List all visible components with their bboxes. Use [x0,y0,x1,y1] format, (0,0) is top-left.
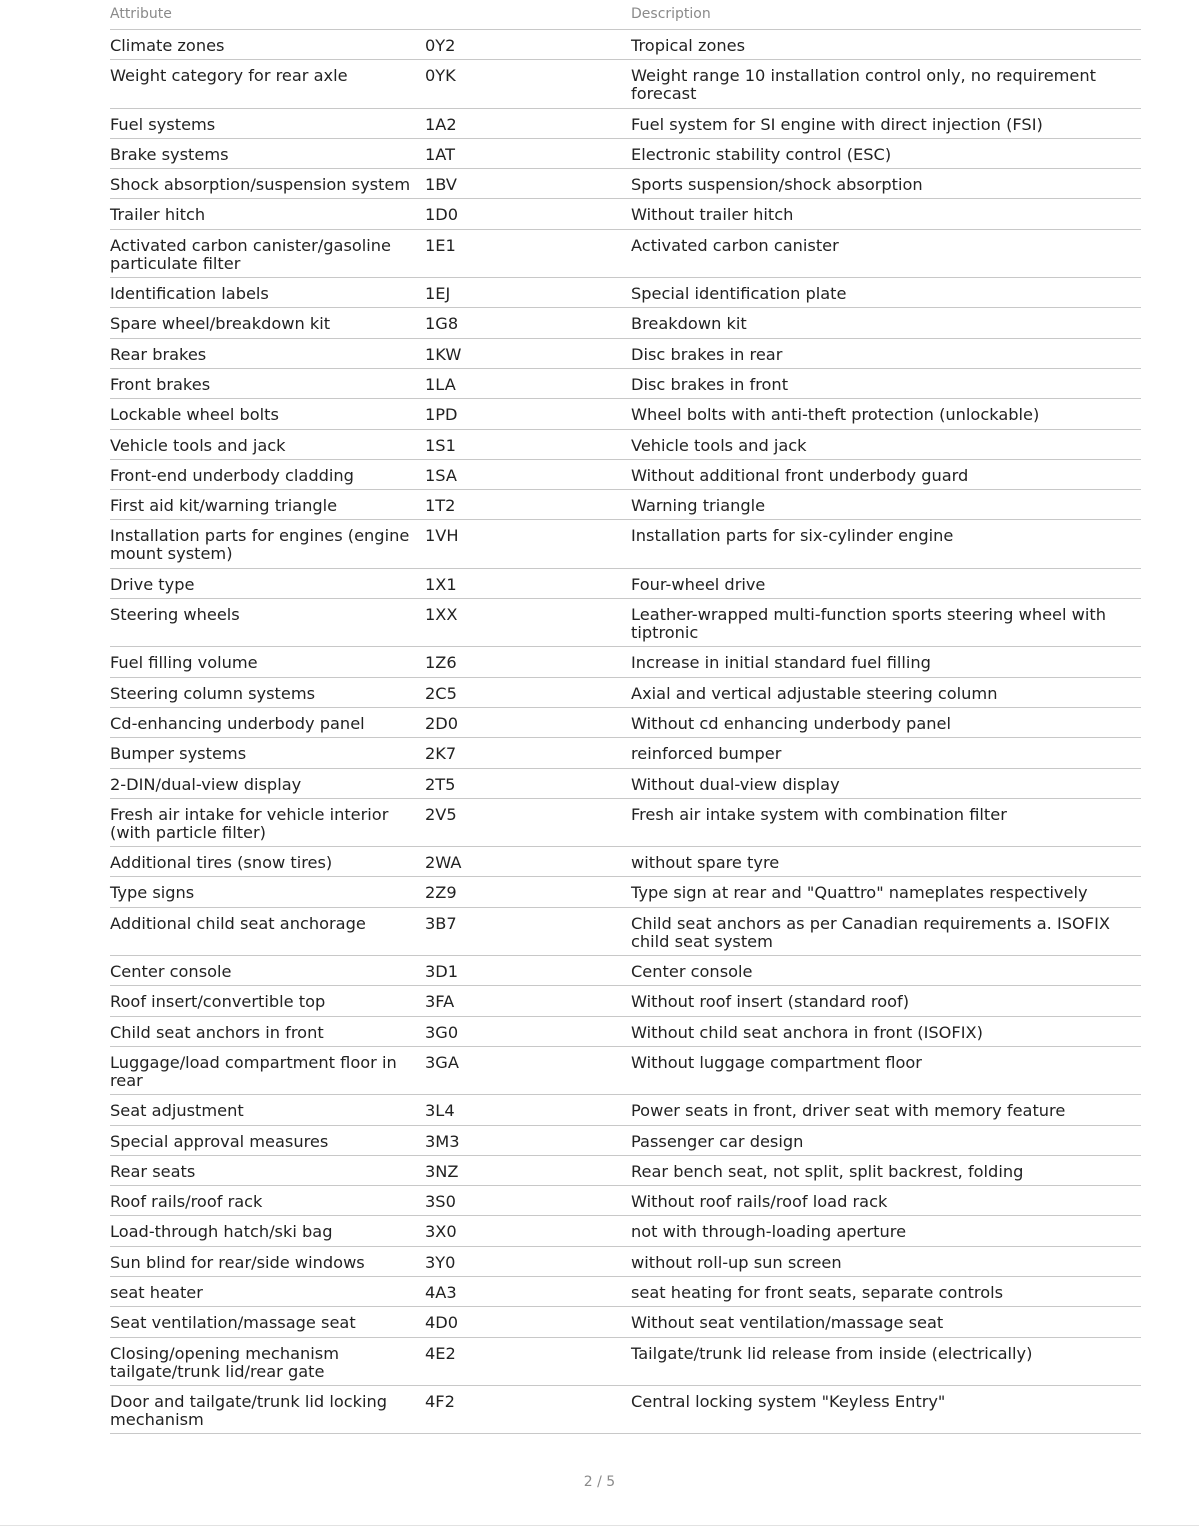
cell-description: Child seat anchors as per Canadian requirements a. ISOFIX child seat system [631,913,1110,951]
table-row [110,339,1141,369]
table-row [110,139,1141,169]
cell-code: 1BV [425,175,457,195]
page-indicator: 2 / 5 [583,1474,616,1490]
cell-description: Without additional front underbody guard [631,465,969,485]
cell-attribute: Luggage/load compartment floor in rear [110,1052,397,1090]
table-row [110,599,1141,647]
table-row [110,60,1141,108]
cell-attribute: Additional child seat anchorage [110,913,366,933]
cell-attribute: Special approval measures [110,1131,329,1151]
cell-description: Central locking system "Keyless Entry" [631,1391,946,1411]
cell-attribute: Bumper systems [110,744,247,764]
table-row [110,847,1141,877]
cell-attribute: Climate zones [110,36,225,55]
table-row [110,877,1141,907]
cell-attribute: Drive type [110,574,195,594]
table-row [110,520,1141,568]
cell-attribute: Cd-enhancing underbody panel [110,713,365,733]
cell-description: Special identification plate [631,284,847,304]
cell-code: 1EJ [425,284,451,304]
cell-attribute: Seat adjustment [110,1101,244,1121]
cell-code: 3Y0 [425,1252,456,1272]
equipment-table [110,0,1141,1434]
table-row [110,1017,1141,1047]
cell-code: 3D1 [425,962,459,982]
table-row [110,1047,1141,1095]
cell-attribute: Rear brakes [110,344,207,364]
cell-attribute: Shock absorption/suspension system [110,175,411,195]
cell-attribute: Steering column systems [110,683,316,703]
cell-code: 2T5 [425,774,456,794]
cell-description: Activated carbon canister [631,235,839,255]
cell-description: Without child seat anchora in front (ISOFIX) [631,1022,983,1042]
cell-attribute: Fuel filling volume [110,653,258,673]
table-row [110,230,1141,278]
cell-code: 3G0 [425,1022,459,1042]
cell-description: without spare tyre [631,853,780,873]
cell-attribute: Trailer hitch [110,205,206,225]
cell-attribute: Roof insert/convertible top [110,992,326,1012]
header-attribute: Attribute [110,6,172,22]
cell-description: Disc brakes in front [631,374,789,394]
cell-attribute: First aid kit/warning triangle [110,496,338,516]
cell-code: 2K7 [425,744,457,764]
cell-attribute: Front brakes [110,374,211,394]
cell-description: Warning triangle [631,496,766,516]
cell-code: 4A3 [425,1282,457,1302]
cell-description: Fresh air intake system with combination filter [631,804,1007,824]
cell-code: 3M3 [425,1131,460,1151]
table-row [110,460,1141,490]
table-row [110,490,1141,520]
cell-description: Passenger car design [631,1131,804,1151]
cell-code: 1XX [425,605,458,625]
table-row [110,278,1141,308]
cell-description: Leather-wrapped multi-function sports steering wheel with tiptronic [631,605,1106,643]
cell-description: Increase in initial standard fuel filling [631,653,931,673]
cell-code: 4F2 [425,1391,455,1411]
table-row [110,1216,1141,1246]
table-row [110,1307,1141,1337]
table-row [110,399,1141,429]
cell-attribute: Front-end underbody cladding [110,465,354,485]
cell-description: Electronic stability control (ESC) [631,144,892,164]
cell-attribute: Identification labels [110,284,269,304]
cell-code: 1T2 [425,496,456,516]
table-row [110,1126,1141,1156]
cell-description: Power seats in front, driver seat with memory feature [631,1101,1066,1121]
cell-description: Without luggage compartment floor [631,1052,922,1072]
table-body [110,30,1141,1434]
cell-code: 1Z6 [425,653,457,673]
table-row [110,30,1141,60]
cell-code: 0YK [425,66,456,86]
cell-code: 1A2 [425,114,457,134]
table-header [110,0,1141,30]
cell-code: 4D0 [425,1313,459,1333]
cell-attribute: Sun blind for rear/side windows [110,1252,365,1272]
cell-attribute: Child seat anchors in front [110,1022,324,1042]
cell-code: 3X0 [425,1222,457,1242]
cell-attribute: Door and tailgate/trunk lid locking mechanism [110,1391,388,1429]
table-row [110,308,1141,338]
table-row [110,1156,1141,1186]
cell-code: 2WA [425,853,462,873]
cell-code: 1D0 [425,205,459,225]
cell-code: 3S0 [425,1192,456,1212]
cell-attribute: seat heater [110,1282,203,1302]
cell-attribute: Seat ventilation/massage seat [110,1313,356,1333]
cell-attribute: Weight category for rear axle [110,66,348,86]
cell-description: Sports suspension/shock absorption [631,175,923,195]
table-row [110,986,1141,1016]
cell-attribute: Spare wheel/breakdown kit [110,314,331,334]
table-row [110,369,1141,399]
cell-code: 1AT [425,144,456,164]
table-row [110,1186,1141,1216]
table-row [110,1338,1141,1386]
cell-description: Fuel system for SI engine with direct injection (FSI) [631,114,1043,134]
cell-description: Installation parts for six-cylinder engine [631,526,954,546]
table-row [110,769,1141,799]
table-row [110,569,1141,599]
table-row [110,738,1141,768]
cell-attribute: Fuel systems [110,114,216,134]
cell-description: Breakdown kit [631,314,747,334]
cell-code: 1S1 [425,435,456,455]
cell-description: Vehicle tools and jack [631,435,807,455]
cell-attribute: Lockable wheel bolts [110,405,279,425]
cell-code: 1E1 [425,235,456,255]
cell-code: 1PD [425,405,458,425]
cell-attribute: Fresh air intake for vehicle interior (with particle filter) [110,804,389,842]
table-row [110,1247,1141,1277]
cell-description: Without seat ventilation/massage seat [631,1313,944,1333]
table-row [110,169,1141,199]
cell-code: 2Z9 [425,883,457,903]
cell-description: without roll-up sun screen [631,1252,842,1272]
table-row [110,1095,1141,1125]
cell-attribute: Additional tires (snow tires) [110,853,333,873]
cell-description: Tropical zones [631,36,745,55]
cell-description: Axial and vertical adjustable steering column [631,683,998,703]
cell-attribute: Closing/opening mechanism tailgate/trunk lid/rear gate [110,1343,339,1381]
cell-code: 0Y2 [425,36,456,55]
cell-description: Wheel bolts with anti-theft protection (unlockable) [631,405,1040,425]
cell-attribute: Installation parts for engines (engine mount system) [110,526,410,564]
cell-attribute: Center console [110,962,232,982]
cell-description: Center console [631,962,753,982]
cell-description: seat heating for front seats, separate controls [631,1282,1004,1302]
table-row [110,109,1141,139]
cell-code: 4E2 [425,1343,456,1363]
cell-description: Four-wheel drive [631,574,766,594]
cell-attribute: Rear seats [110,1161,196,1181]
table-row [110,678,1141,708]
page-bottom-divider [0,1525,1199,1526]
table-row [110,1277,1141,1307]
header-description: Description [631,6,711,22]
cell-code: 1SA [425,465,457,485]
cell-code: 3NZ [425,1161,459,1181]
cell-description: Type sign at rear and "Quattro" nameplates respectively [631,883,1088,903]
table-row [110,430,1141,460]
cell-description: Without roof rails/roof load rack [631,1192,888,1212]
cell-code: 2V5 [425,804,457,824]
cell-attribute: Roof rails/roof rack [110,1192,263,1212]
table-row [110,956,1141,986]
cell-attribute: Brake systems [110,144,229,164]
table-row [110,799,1141,847]
cell-code: 1LA [425,374,456,394]
cell-description: Rear bench seat, not split, split backrest, folding [631,1161,1024,1181]
cell-code: 1X1 [425,574,457,594]
table-row [110,199,1141,229]
cell-code: 3FA [425,992,455,1012]
cell-description: Without roof insert (standard roof) [631,992,910,1012]
cell-code: 2C5 [425,683,457,703]
cell-description: Without cd enhancing underbody panel [631,713,951,733]
cell-code: 2D0 [425,713,459,733]
cell-code: 1KW [425,344,462,364]
cell-description: Without trailer hitch [631,205,794,225]
table-row [110,647,1141,677]
table-row [110,1386,1141,1434]
cell-description: Weight range 10 installation control only, no requirement forecast [631,66,1097,104]
cell-code: 1G8 [425,314,459,334]
cell-description: Without dual-view display [631,774,840,794]
table-row [110,908,1141,956]
cell-attribute: 2-DIN/dual-view display [110,774,302,794]
cell-code: 3B7 [425,913,457,933]
cell-attribute: Load-through hatch/ski bag [110,1222,333,1242]
cell-attribute: Activated carbon canister/gasoline particulate filter [110,235,391,273]
cell-code: 1VH [425,526,459,546]
cell-attribute: Type signs [110,883,195,903]
cell-attribute: Steering wheels [110,605,240,625]
cell-description: Tailgate/trunk lid release from inside (electrically) [631,1343,1033,1363]
cell-description: not with through-loading aperture [631,1222,907,1242]
cell-description: reinforced bumper [631,744,782,764]
cell-code: 3GA [425,1052,459,1072]
cell-code: 3L4 [425,1101,455,1121]
cell-attribute: Vehicle tools and jack [110,435,286,455]
table-row [110,708,1141,738]
cell-description: Disc brakes in rear [631,344,783,364]
